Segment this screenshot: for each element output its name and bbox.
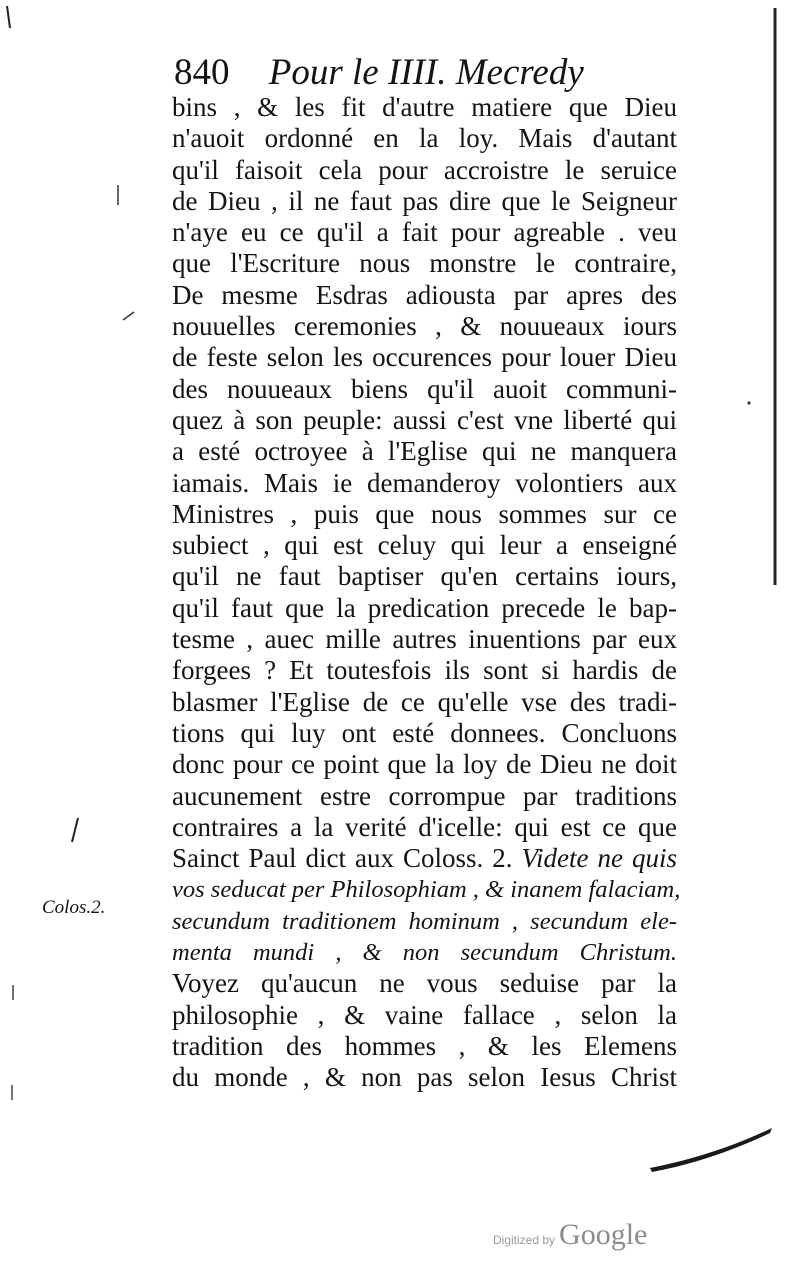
latin-quote-line: secundum traditionem hominum , secundum ele- [172,907,677,935]
text-line: qu'il ne faut baptiser qu'en certains iours, [172,561,677,592]
citation-text: Sainct Paul dict aux Coloss. 2. [172,843,513,874]
google-logo-text: Google [559,1218,648,1251]
digitized-stamp [493,1218,647,1252]
text-line: tradition des hommes , & les Elemens [172,1030,677,1061]
text-line: philosophie , & vaine fallace , selon la [172,999,677,1030]
text-line: n'auoit ordonné en la loy. Mais d'autant [172,123,677,154]
digitized-by-label: Digitized by [493,1233,556,1247]
text-line: tesme , auec mille autres inuentions par eux [172,624,677,655]
text-line: subiect , qui est celuy qui leur a enseigné [172,530,677,561]
text-line: que l'Escriture nous monstre le contraire, [172,248,677,279]
text-line: qu'il faisoit cela pour accroistre le seruice [172,154,677,185]
text-line: blasmer l'Eglise de ce qu'elle vse des tradi- [172,686,677,717]
stray-mark [123,312,134,320]
text-line: de feste selon les occurences pour louer Dieu [172,342,677,373]
text-line: a esté octroyee à l'Eglise qui ne manquera [172,436,677,467]
page-header [174,50,634,96]
text-line: quez à son peuple: aussi c'est vne liberté qui [172,404,677,435]
text-line: De mesme Esdras adiousta par apres des [172,279,677,310]
text-line: tions qui luy ont esté donnees. Concluons [172,717,677,748]
text-line: aucunement estre corrompue par traditions [172,780,677,811]
margin-note: Colos.2. [42,897,106,918]
text-line: nouuelles ceremonies , & nouueaux iours [172,311,677,342]
stray-dot [747,401,750,404]
text-line: donc pour ce point que la loy de Dieu ne doit [172,749,677,780]
latin-quote-line: menta mundi , & non secundum Christum. [172,939,677,967]
stray-mark [72,818,78,842]
text-line: Ministres , puis que nous sommes sur ce [172,498,677,529]
text-line: bins , & les fit d'autre matiere que Dieu [172,92,677,122]
text-line: qu'il faut que la predication precede le bap- [172,592,677,623]
text-line: du monde , & non pas selon Iesus Christ [172,1062,677,1093]
latin-quote-line: vos seducat per Philosophiam , & inanem falaciam, [172,876,681,904]
latin-quote-start: Videte ne quis [521,843,678,874]
text-line: des nouueaux biens qu'il auoit communi- [172,373,677,404]
text-line-with-latin [172,843,677,874]
text-line: contraires a la verité d'icelle: qui est ce que [172,811,677,842]
text-line: Voyez qu'aucun ne vous seduise par la [172,968,677,999]
running-title: Pour le IIII. Mecredy [268,52,584,93]
pen-stroke-mark [650,1128,772,1172]
text-line: n'aye eu ce qu'il a fait pour agreable . veu [172,217,677,248]
page-number: 840 [174,52,230,93]
body-text [172,92,681,1094]
corner-mark [7,6,10,28]
text-line: forgees ? Et toutesfois ils sont si hardis de [172,655,677,686]
text-line: iamais. Mais ie demanderoy volontiers aux [172,467,677,498]
text-line: de Dieu , il ne faut pas dire que le Seigneur [172,185,677,216]
